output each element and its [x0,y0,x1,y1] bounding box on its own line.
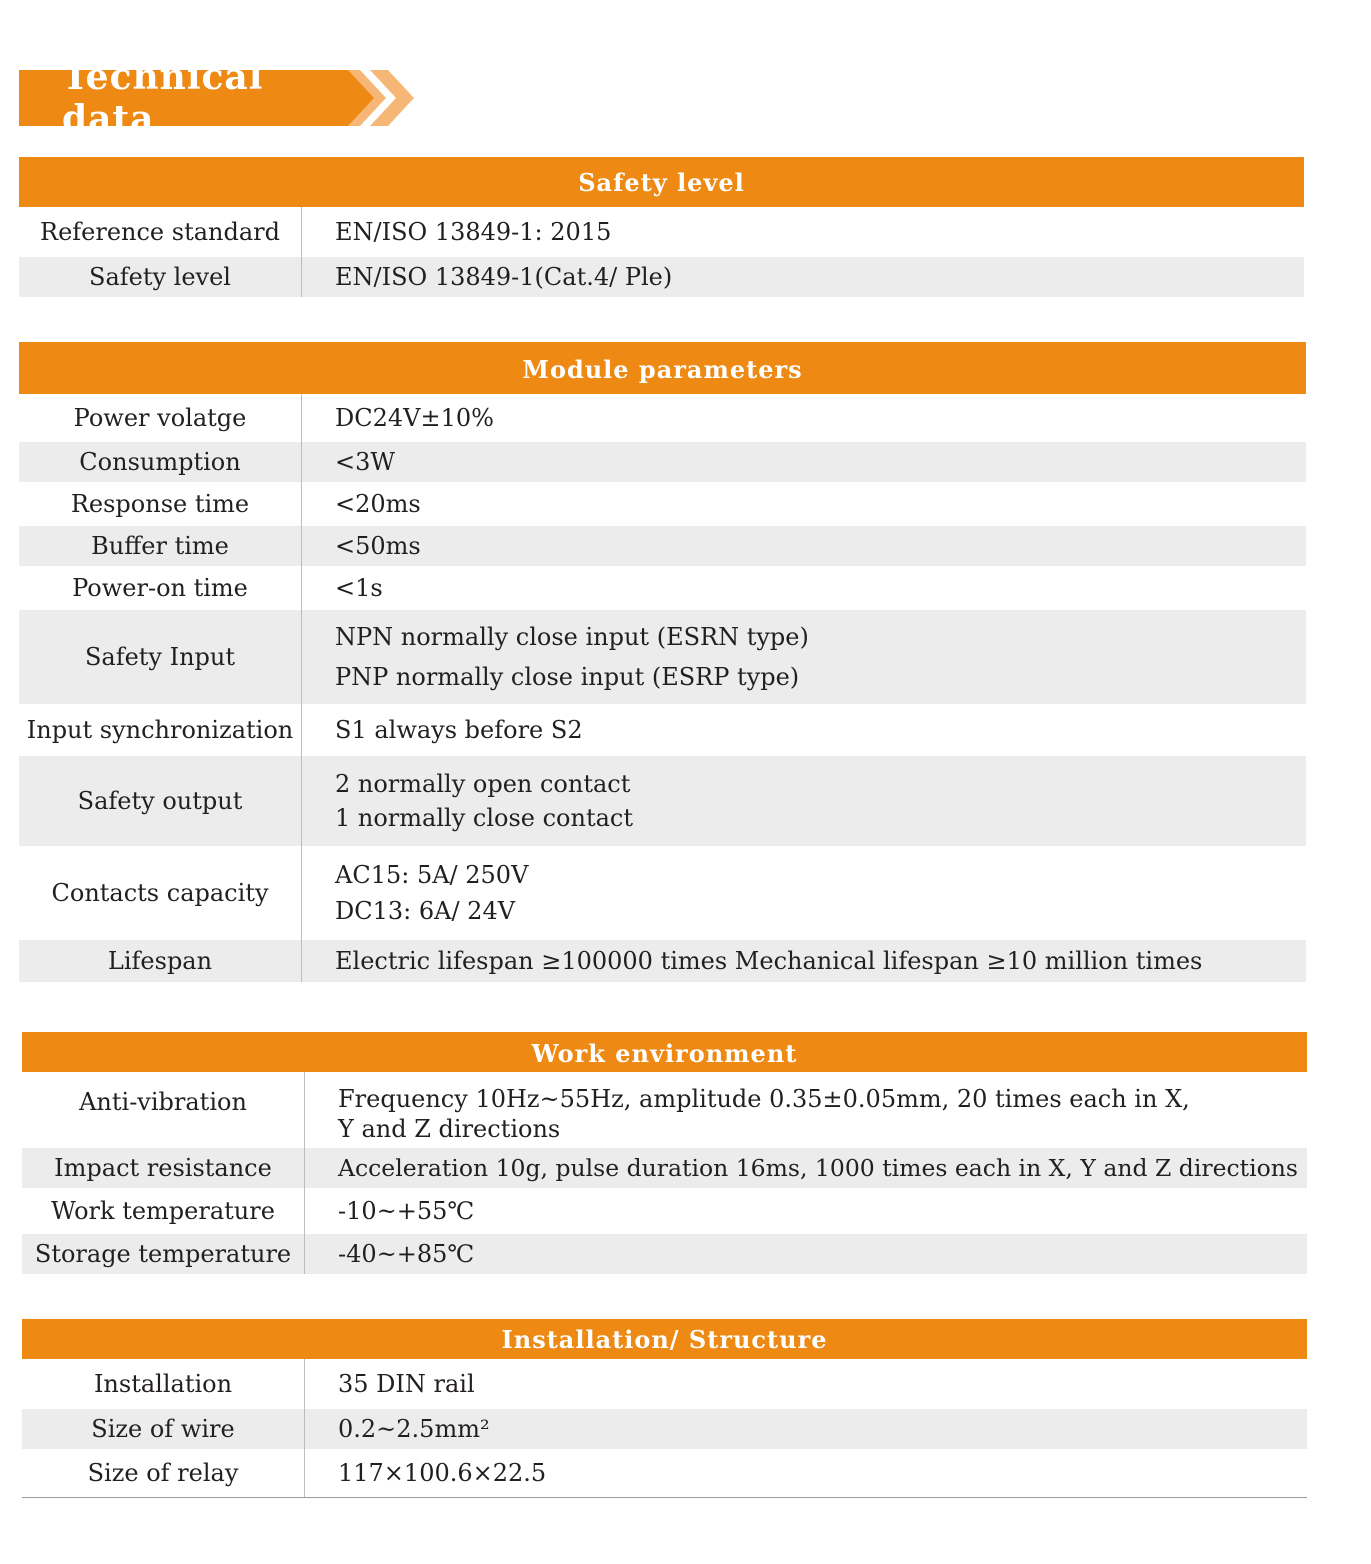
page-title: Technical data [62,56,264,140]
value-line: 35 DIN rail [338,1370,475,1398]
table-row [19,442,1306,482]
value-line: <20ms [335,490,421,518]
section-header: Installation/ Structure [22,1319,1307,1359]
value-line: S1 always before S2 [335,716,583,744]
table-row [22,1148,1307,1188]
row-value [302,566,1306,610]
value-line: PNP normally close input (ESRP type) [335,663,800,691]
row-label: Anti-vibration [22,1072,305,1148]
value-line: DC13: 6A/ 24V [335,897,516,925]
row-value [302,940,1306,982]
row-label: Input synchronization [19,704,302,756]
value-line: <1s [335,574,383,602]
row-value [302,207,1304,257]
table-row [22,1072,1307,1148]
row-label: Safety level [19,257,302,297]
row-value [305,1148,1307,1188]
row-label: Contacts capacity [19,846,302,940]
table-row [22,1359,1307,1409]
table-row [19,756,1306,846]
row-label: Storage temperature [22,1234,305,1274]
row-value [305,1072,1307,1148]
table-row [19,566,1306,610]
table-bottom-divider [22,1497,1307,1498]
value-line: 117×100.6×22.5 [338,1459,547,1487]
row-label: Buffer time [19,526,302,566]
table-row [19,257,1304,297]
section-safety-level [19,157,1304,297]
row-value [302,846,1306,940]
row-value [302,526,1306,566]
row-label: Power-on time [19,566,302,610]
row-value [302,257,1304,297]
value-line: Acceleration 10g, pulse duration 16ms, 1000 times each in X, Y and Z directions [338,1154,1298,1182]
row-label: Installation [22,1359,305,1409]
row-label: Impact resistance [22,1148,305,1188]
value-line: 0.2~2.5mm² [338,1415,490,1443]
value-line: 2 normally open contact [335,770,631,798]
value-line: <50ms [335,532,421,560]
page-title-banner [19,56,349,140]
table-row [22,1234,1307,1274]
table-row [19,940,1306,982]
section-work-environment [22,1032,1307,1274]
row-value [302,610,1306,704]
value-line: Electric lifespan ≥100000 times Mechanical lifespan ≥10 million times [335,947,1203,975]
row-label: Lifespan [19,940,302,982]
row-value [302,442,1306,482]
value-line: AC15: 5A/ 250V [335,861,529,889]
row-label: Safety Input [19,610,302,704]
row-value [305,1188,1307,1234]
value-line: Frequency 10Hz~55Hz, amplitude 0.35±0.05mm, 20 times each in X, [338,1085,1190,1113]
section-module-parameters [19,342,1306,982]
value-line: -40~+85℃ [338,1240,475,1268]
table-row [19,526,1306,566]
value-line: NPN normally close input (ESRN type) [335,623,809,651]
row-value [302,394,1306,442]
row-value [302,482,1306,526]
row-value [305,1449,1307,1497]
table-row [22,1409,1307,1449]
section-header: Module parameters [19,342,1306,394]
row-label: Size of relay [22,1449,305,1497]
section-installation-structure [22,1319,1307,1497]
row-label: Reference standard [19,207,302,257]
row-label: Size of wire [22,1409,305,1449]
table-row [19,207,1304,257]
value-line: <3W [335,448,396,476]
table-row [19,610,1306,704]
row-value [305,1409,1307,1449]
section-header: Work environment [22,1032,1307,1072]
row-value [302,704,1306,756]
table-row [19,482,1306,526]
table-row [19,846,1306,940]
row-value [305,1359,1307,1409]
section-header: Safety level [19,157,1304,207]
value-line: 1 normally close contact [335,804,633,832]
table-row [22,1188,1307,1234]
value-line: EN/ISO 13849-1: 2015 [335,218,612,246]
table-row [22,1449,1307,1497]
row-label: Response time [19,482,302,526]
value-line: -10~+55℃ [338,1197,475,1225]
value-line: Y and Z directions [338,1115,561,1143]
row-label: Consumption [19,442,302,482]
row-label: Safety output [19,756,302,846]
value-line: EN/ISO 13849-1(Cat.4/ Ple) [335,263,673,291]
row-label: Work temperature [22,1188,305,1234]
table-row [19,704,1306,756]
row-value [305,1234,1307,1274]
value-line: DC24V±10% [335,404,494,432]
row-value [302,756,1306,846]
row-label: Power volatge [19,394,302,442]
table-row [19,394,1306,442]
